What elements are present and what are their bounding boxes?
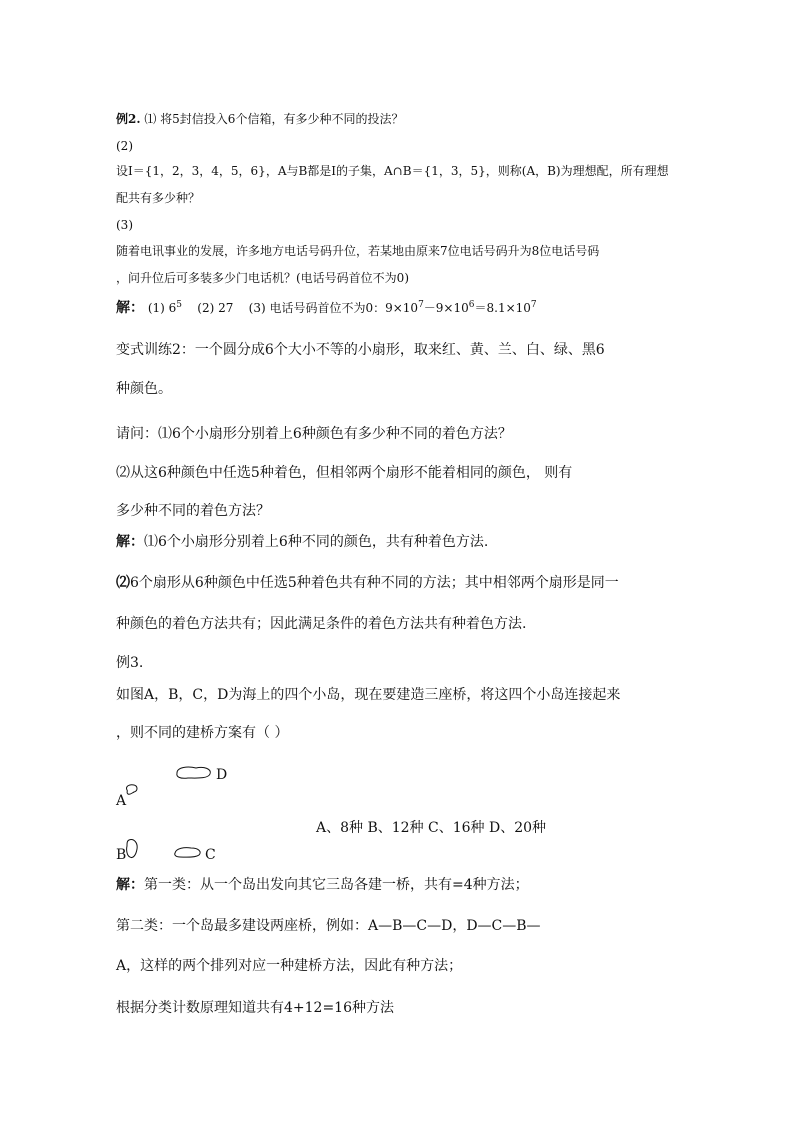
- ex2-q2-line1: 设I＝{1，2，3，4，5，6}，A与B都是I的子集，A∩B＝{1，3，5}，则称(A，B)为理想配，所有理想: [116, 164, 669, 178]
- island-a-shape: [124, 783, 140, 797]
- ex3-solution-3: A，这样的两个排列对应一种建桥方法，因此有种方法；: [116, 958, 463, 974]
- island-c-shape: [173, 845, 203, 859]
- ex2-sol-part3-exp2: 6: [468, 300, 475, 310]
- ex2-sol-part2: (2) 27: [197, 301, 234, 315]
- ex2-q1-text: ⑴ 将5封信投入6个信箱，有多少种不同的投法？: [144, 112, 404, 126]
- variant-sol2-label: ⑵: [116, 575, 130, 591]
- variant-solution-label: 解：: [116, 534, 144, 550]
- variant-solution-2-cont: 种颜色的着色方法共有；因此满足条件的着色方法共有种着色方法.: [116, 616, 527, 632]
- variant-line1: 变式训练2：一个圆分成6个大小不等的小扇形，取来红、黄、兰、白、绿、黑6: [116, 342, 605, 358]
- ex3-line1: 如图A，B，C，D为海上的四个小岛，现在要建造三座桥，将这四个小岛连接起来: [116, 687, 621, 703]
- island-label-c: C: [205, 847, 216, 863]
- ex3-options: A、8种 B、12种 C、16种 D、20种: [316, 820, 547, 836]
- ex2-sol-part1-exp: 5: [176, 300, 183, 310]
- ex3-title: 例3.: [116, 655, 144, 671]
- variant-sol1-text: ⑴6个小扇形分别着上6种不同的颜色，共有种着色方法.: [144, 534, 489, 550]
- ex3-solution-2: 第二类：一个岛最多建设两座桥，例如：A—B—C—D，D—C—B—: [116, 918, 541, 934]
- variant-ask2: ⑵从这6种颜色中任选5种着色，但相邻两个扇形不能着相同的颜色， 则有: [116, 465, 573, 481]
- island-label-a: A: [116, 793, 127, 809]
- variant-solution-1: [116, 535, 488, 549]
- ex3-solution-4: 根据分类计数原理知道共有4+12=16种方法: [116, 1000, 394, 1016]
- ex2-sol-part3-end: ＝8.1×10: [474, 301, 531, 315]
- ex2-q2-line2: 配共有多少种？: [116, 191, 201, 205]
- variant-solution-2: [116, 576, 619, 590]
- ex2-q3-number: (3): [116, 218, 133, 232]
- variant-sol2-text: 6个扇形从6种颜色中任选5种着色共有种不同的方法；其中相邻两个扇形是同一: [130, 575, 619, 591]
- island-label-b: B: [116, 847, 127, 863]
- island-b-shape: [124, 838, 140, 860]
- variant-line2: 种颜色。: [116, 381, 172, 397]
- ex2-sol-part1: (1) 6: [147, 301, 177, 315]
- ex2-sol-part3-mid: －9×10: [423, 301, 469, 315]
- ex3-line2: ，则不同的建桥方案有（ ）: [116, 725, 289, 741]
- ex2-sol-part3: (3) 电话号码首位不为0：9×10: [248, 301, 419, 315]
- ex3-solution-label: 解：: [116, 877, 144, 893]
- island-label-d: D: [216, 767, 228, 783]
- variant-ask2-cont: 多少种不同的着色方法？: [116, 503, 270, 519]
- variant-ask1: 请问：⑴6个小扇形分别着上6种颜色有多少种不同的着色方法？: [116, 426, 512, 442]
- ex2-solution-label: 解：: [116, 300, 144, 316]
- ex2-q3-line2: ，问升位后可多装多少门电话机？(电话号码首位不为0): [116, 271, 410, 285]
- ex2-sol-part3-exp3: 7: [530, 300, 537, 310]
- ex2-sol-part3-exp1: 7: [418, 300, 424, 310]
- ex2-question-1: [116, 113, 403, 125]
- ex2-q3-line1: 随着电讯事业的发展，许多地方电话号码升位，若某地由原来7位电话号码升为8位电话号码: [116, 244, 600, 258]
- ex2-q2-number: (2): [116, 139, 133, 153]
- ex2-solution: [116, 301, 537, 315]
- island-d-shape: [174, 765, 214, 781]
- ex3-solution-1: [116, 878, 529, 892]
- ex2-title: 例2.: [116, 112, 141, 126]
- ex3-sol1-text: 第一类：从一个岛出发向其它三岛各建一桥，共有=4种方法；: [144, 877, 529, 893]
